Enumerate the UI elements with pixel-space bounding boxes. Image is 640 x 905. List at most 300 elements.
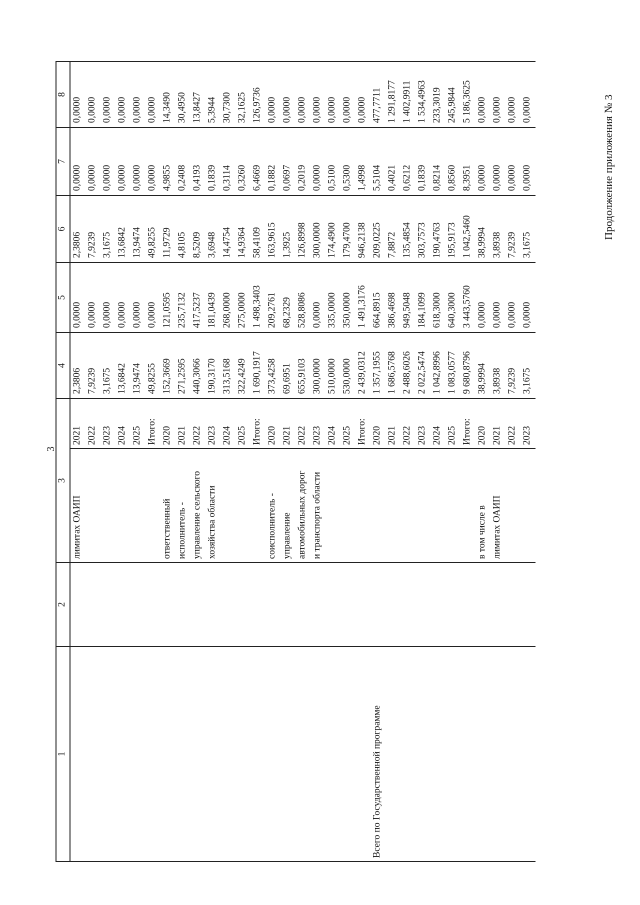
col-1-cell [221, 647, 236, 862]
col-5-value: 235,7132 [176, 263, 191, 333]
col-1-cell [206, 647, 221, 862]
col-1-cell [116, 647, 131, 862]
col-5-value: 350,0000 [341, 263, 356, 333]
col-1-cell [176, 647, 191, 862]
col-3-label: в том числе в [476, 449, 491, 563]
col-5-value: 0,0000 [101, 263, 116, 333]
year-cell: Итого: [251, 399, 266, 449]
col-7-value: 0,1839 [206, 128, 221, 196]
col-5-value: 121,0595 [161, 263, 176, 333]
col-2-cell [356, 563, 371, 647]
page-number: 3 [46, 446, 57, 452]
year-cell: Итого: [356, 399, 371, 449]
col-3-label [146, 449, 161, 563]
col-7-value: 0,8214 [431, 128, 446, 196]
table-row [476, 62, 491, 862]
col-1-cell [446, 647, 461, 862]
col-1-cell [281, 647, 296, 862]
col-5-value: 618,3000 [431, 263, 446, 333]
col-2-cell [296, 563, 311, 647]
col-1-cell [521, 647, 536, 862]
col-5-value: 664,8915 [371, 263, 386, 333]
col-4-value: 1 690,1917 [251, 333, 266, 399]
year-cell: 2024 [116, 399, 131, 449]
col-8-value: 0,0000 [341, 62, 356, 128]
table-row [506, 62, 521, 862]
col-8-value: 0,0000 [86, 62, 101, 128]
year-cell: 2023 [101, 399, 116, 449]
col-7-value: 0,4193 [191, 128, 206, 196]
col-6-value: 2,3806 [70, 196, 86, 263]
col-3-label [506, 449, 521, 563]
table-row [86, 62, 101, 862]
col-7-value: 0,0000 [521, 128, 536, 196]
col-8-value: 5 186,3625 [461, 62, 476, 128]
year-cell: 2022 [506, 399, 521, 449]
col-1-cell [191, 647, 206, 862]
table-row [116, 62, 131, 862]
year-cell: 2025 [236, 399, 251, 449]
table-row [431, 62, 446, 862]
year-cell: 2021 [386, 399, 401, 449]
col-7-value: 6,4669 [251, 128, 266, 196]
col-3-label [401, 449, 416, 563]
year-cell: 2021 [281, 399, 296, 449]
col-2-cell [521, 563, 536, 647]
col-4-value: 13,9474 [131, 333, 146, 399]
col-6-value: 300,0000 [311, 196, 326, 263]
col-3-label [131, 449, 146, 563]
col-6-value: 7,8872 [386, 196, 401, 263]
table-row [161, 62, 176, 862]
table-row [221, 62, 236, 862]
col-5-value: 0,0000 [521, 263, 536, 333]
col-8-value: 5,3944 [206, 62, 221, 128]
table-row [461, 62, 476, 862]
col-3-label: ответственный [161, 449, 176, 563]
col-2-cell [446, 563, 461, 647]
col-4-value: 38,9994 [476, 333, 491, 399]
col-1-cell [70, 647, 86, 862]
col-3-label [416, 449, 431, 563]
col-3-label: хозяйства области [206, 449, 221, 563]
col-7-value: 0,4021 [386, 128, 401, 196]
col-2-cell [416, 563, 431, 647]
col-5-value: 0,0000 [131, 263, 146, 333]
col-6-value: 13,9474 [131, 196, 146, 263]
col-4-value: 313,5168 [221, 333, 236, 399]
col-1-cell [86, 647, 101, 862]
col-4-value: 2,3806 [70, 333, 86, 399]
col-3-label [236, 449, 251, 563]
col-2-cell [191, 563, 206, 647]
col-8-value: 126,9736 [251, 62, 266, 128]
col-7-value: 0,0000 [311, 128, 326, 196]
col-2-cell [371, 563, 386, 647]
col-4-value: 1 083,0577 [446, 333, 461, 399]
col-5-value: 0,0000 [116, 263, 131, 333]
col-3-label: исполнитель - [176, 449, 191, 563]
year-cell: 2021 [176, 399, 191, 449]
col-1-cell [251, 647, 266, 862]
col-7-value: 0,0000 [131, 128, 146, 196]
col-2-cell [476, 563, 491, 647]
col-6-value: 3,1675 [521, 196, 536, 263]
col-2-cell [221, 563, 236, 647]
col-1-cell [401, 647, 416, 862]
col-2-cell [506, 563, 521, 647]
col-3-label [356, 449, 371, 563]
col-4-value: 1 042,8996 [431, 333, 446, 399]
col-4-value: 322,4249 [236, 333, 251, 399]
col-2-cell [206, 563, 221, 647]
col-3-label [371, 449, 386, 563]
col-7-value: 4,9855 [161, 128, 176, 196]
col-4-value: 271,2595 [176, 333, 191, 399]
col-8-value: 0,0000 [116, 62, 131, 128]
col-8-value: 14,3490 [161, 62, 176, 128]
col-4-value: 152,3669 [161, 333, 176, 399]
col-8-value: 233,3019 [431, 62, 446, 128]
header-col-2: 2 [56, 563, 70, 647]
year-cell: 2023 [311, 399, 326, 449]
col-2-cell [101, 563, 116, 647]
table-row [236, 62, 251, 862]
col-7-value: 0,1839 [416, 128, 431, 196]
col-6-value: 38,9994 [476, 196, 491, 263]
col-1-cell [296, 647, 311, 862]
col-7-value: 0,0000 [476, 128, 491, 196]
col-3-label: и транспорта области [311, 449, 326, 563]
col-8-value: 0,0000 [131, 62, 146, 128]
col-3-label [326, 449, 341, 563]
table-row [341, 62, 356, 862]
col-3-label: автомобильных дорог [296, 449, 311, 563]
col-5-value: 0,0000 [491, 263, 506, 333]
col-2-cell [146, 563, 161, 647]
year-cell: 2020 [266, 399, 281, 449]
col-3-label [251, 449, 266, 563]
col-5-value: 181,0439 [206, 263, 221, 333]
table-row [296, 62, 311, 862]
header-col-3: 3 [56, 399, 70, 563]
col-6-value: 14,9364 [236, 196, 251, 263]
col-4-value: 655,9103 [296, 333, 311, 399]
table-row [176, 62, 191, 862]
col-1-cell [506, 647, 521, 862]
col-8-value: 0,0000 [476, 62, 491, 128]
col-7-value: 0,0000 [116, 128, 131, 196]
col-5-value: 528,8086 [296, 263, 311, 333]
col-1-cell [491, 647, 506, 862]
col-8-value: 0,0000 [311, 62, 326, 128]
col-7-value: 0,0697 [281, 128, 296, 196]
appendix-caption: Продолжение приложения № 3 [603, 94, 615, 240]
col-4-value: 3,1675 [101, 333, 116, 399]
col-3-label [221, 449, 236, 563]
table-row [356, 62, 371, 862]
col-3-label: управление сельского [191, 449, 206, 563]
col-7-value: 0,0000 [491, 128, 506, 196]
col-1-cell [101, 647, 116, 862]
col-1-cell [236, 647, 251, 862]
col-1-cell [266, 647, 281, 862]
col-5-value: 0,0000 [70, 263, 86, 333]
header-col-4: 4 [56, 333, 70, 399]
year-cell: 2022 [191, 399, 206, 449]
col-6-value: 190,4763 [431, 196, 446, 263]
col-5-value: 268,0000 [221, 263, 236, 333]
table-row [491, 62, 506, 862]
col-7-value: 0,6212 [401, 128, 416, 196]
col-8-value: 0,0000 [281, 62, 296, 128]
col-4-value: 3,1675 [521, 333, 536, 399]
table-row [101, 62, 116, 862]
year-cell: 2022 [86, 399, 101, 449]
col-6-value: 8,5209 [191, 196, 206, 263]
year-cell: 2021 [70, 399, 86, 449]
col-3-label [431, 449, 446, 563]
col-8-value: 1 291,8177 [386, 62, 401, 128]
col-6-value: 58,4109 [251, 196, 266, 263]
header-row [56, 62, 70, 862]
col-2-cell [236, 563, 251, 647]
col-2-cell [161, 563, 176, 647]
col-7-value: 8,3951 [461, 128, 476, 196]
col-3-label [446, 449, 461, 563]
col-5-value: 1 498,3403 [251, 263, 266, 333]
col-5-value: 0,0000 [86, 263, 101, 333]
col-4-value: 1 686,5768 [386, 333, 401, 399]
table-row [206, 62, 221, 862]
col-6-value: 179,4700 [341, 196, 356, 263]
table-row [70, 62, 86, 862]
col-2-cell [311, 563, 326, 647]
table-row [401, 62, 416, 862]
col-5-value: 184,1099 [416, 263, 431, 333]
col-8-value: 0,0000 [356, 62, 371, 128]
col-3-label: соисполнитель - [266, 449, 281, 563]
col-6-value: 3,1675 [101, 196, 116, 263]
col-6-value: 1,3925 [281, 196, 296, 263]
col-6-value: 4,8105 [176, 196, 191, 263]
col-8-value: 1 402,9911 [401, 62, 416, 128]
col-4-value: 2 439,0312 [356, 333, 371, 399]
year-cell: 2021 [491, 399, 506, 449]
col-8-value: 13,8427 [191, 62, 206, 128]
col-4-value: 9 680,8796 [461, 333, 476, 399]
year-cell: 2023 [206, 399, 221, 449]
table-row [281, 62, 296, 862]
table-row [521, 62, 536, 862]
table-row [326, 62, 341, 862]
col-5-value: 0,0000 [146, 263, 161, 333]
col-7-value: 0,0000 [506, 128, 521, 196]
col-2-cell [326, 563, 341, 647]
header-col-1: 1 [56, 647, 70, 862]
year-cell: 2020 [476, 399, 491, 449]
col-8-value: 0,0000 [146, 62, 161, 128]
col-1-cell: Всего по Государственной программе [371, 647, 386, 862]
col-3-label [341, 449, 356, 563]
col-6-value: 14,4754 [221, 196, 236, 263]
col-3-label [116, 449, 131, 563]
year-cell: Итого: [461, 399, 476, 449]
budget-table [56, 61, 536, 862]
header-col-5: 5 [56, 263, 70, 333]
col-1-cell [416, 647, 431, 862]
col-6-value: 946,2138 [356, 196, 371, 263]
col-1-cell [341, 647, 356, 862]
col-2-cell [70, 563, 86, 647]
col-4-value: 530,0000 [341, 333, 356, 399]
col-8-value: 0,0000 [506, 62, 521, 128]
year-cell: 2024 [326, 399, 341, 449]
col-3-label: управление [281, 449, 296, 563]
col-1-cell [311, 647, 326, 862]
col-3-label [461, 449, 476, 563]
year-cell: 2023 [416, 399, 431, 449]
col-8-value: 477,7711 [371, 62, 386, 128]
col-1-cell [146, 647, 161, 862]
col-5-value: 0,0000 [311, 263, 326, 333]
col-2-cell [176, 563, 191, 647]
col-8-value: 0,0000 [70, 62, 86, 128]
col-3-label [86, 449, 101, 563]
col-6-value: 13,6842 [116, 196, 131, 263]
col-4-value: 69,6951 [281, 333, 296, 399]
col-6-value: 135,4854 [401, 196, 416, 263]
col-3-label [521, 449, 536, 563]
col-3-label [386, 449, 401, 563]
col-4-value: 440,3066 [191, 333, 206, 399]
col-6-value: 163,9615 [266, 196, 281, 263]
col-4-value: 190,3170 [206, 333, 221, 399]
col-6-value: 3,6948 [206, 196, 221, 263]
col-1-cell [131, 647, 146, 862]
col-2-cell [386, 563, 401, 647]
table-row [386, 62, 401, 862]
col-2-cell [131, 563, 146, 647]
col-6-value: 126,8998 [296, 196, 311, 263]
table-body [70, 62, 536, 862]
col-1-cell [461, 647, 476, 862]
col-7-value: 0,5100 [326, 128, 341, 196]
col-2-cell [116, 563, 131, 647]
col-5-value: 209,2761 [266, 263, 281, 333]
col-6-value: 11,9729 [161, 196, 176, 263]
col-3-label: лимитах ОАИП [491, 449, 506, 563]
header-col-7: 7 [56, 128, 70, 196]
year-cell: 2025 [131, 399, 146, 449]
col-7-value: 5,5104 [371, 128, 386, 196]
col-2-cell [341, 563, 356, 647]
col-5-value: 275,0000 [236, 263, 251, 333]
year-cell: 2020 [371, 399, 386, 449]
col-6-value: 3,8938 [491, 196, 506, 263]
col-6-value: 1 042,5460 [461, 196, 476, 263]
col-8-value: 30,7300 [221, 62, 236, 128]
col-8-value: 1 534,4963 [416, 62, 431, 128]
table-row [416, 62, 431, 862]
table-row [311, 62, 326, 862]
col-8-value: 0,0000 [326, 62, 341, 128]
col-7-value: 0,3114 [221, 128, 236, 196]
col-6-value: 49,8255 [146, 196, 161, 263]
col-5-value: 0,0000 [506, 263, 521, 333]
col-7-value: 0,0000 [70, 128, 86, 196]
col-2-cell [431, 563, 446, 647]
col-4-value: 13,6842 [116, 333, 131, 399]
col-7-value: 0,1882 [266, 128, 281, 196]
col-5-value: 335,0000 [326, 263, 341, 333]
col-4-value: 7,9239 [506, 333, 521, 399]
col-4-value: 300,0000 [311, 333, 326, 399]
col-4-value: 3,8938 [491, 333, 506, 399]
col-6-value: 7,9239 [86, 196, 101, 263]
year-cell: 2022 [296, 399, 311, 449]
table-row [371, 62, 386, 862]
col-1-cell [431, 647, 446, 862]
col-7-value: 0,0000 [86, 128, 101, 196]
col-2-cell [86, 563, 101, 647]
col-7-value: 0,3260 [236, 128, 251, 196]
col-4-value: 7,9239 [86, 333, 101, 399]
table-row [446, 62, 461, 862]
year-cell: 2025 [341, 399, 356, 449]
col-8-value: 0,0000 [491, 62, 506, 128]
col-4-value: 2 022,5474 [416, 333, 431, 399]
col-3-label: лимитах ОАИП [70, 449, 86, 563]
col-6-value: 303,7573 [416, 196, 431, 263]
col-6-value: 195,9173 [446, 196, 461, 263]
col-2-cell [281, 563, 296, 647]
table-row [146, 62, 161, 862]
col-2-cell [266, 563, 281, 647]
col-5-value: 68,2329 [281, 263, 296, 333]
col-8-value: 0,0000 [521, 62, 536, 128]
table-row [191, 62, 206, 862]
col-7-value: 0,5300 [341, 128, 356, 196]
col-4-value: 373,4258 [266, 333, 281, 399]
col-2-cell [251, 563, 266, 647]
col-5-value: 0,0000 [476, 263, 491, 333]
col-1-cell [386, 647, 401, 862]
year-cell: 2024 [431, 399, 446, 449]
col-8-value: 32,1625 [236, 62, 251, 128]
table-row [266, 62, 281, 862]
header-col-8: 8 [56, 62, 70, 128]
col-5-value: 640,3000 [446, 263, 461, 333]
col-4-value: 49,8255 [146, 333, 161, 399]
col-3-label [101, 449, 116, 563]
col-6-value: 209,0225 [371, 196, 386, 263]
col-7-value: 0,2408 [176, 128, 191, 196]
col-6-value: 174,4900 [326, 196, 341, 263]
col-4-value: 510,0000 [326, 333, 341, 399]
year-cell: 2020 [161, 399, 176, 449]
col-8-value: 30,4950 [176, 62, 191, 128]
col-6-value: 7,9239 [506, 196, 521, 263]
budget-table-rotated [56, 62, 597, 862]
col-5-value: 3 443,5760 [461, 263, 476, 333]
col-7-value: 0,8560 [446, 128, 461, 196]
col-7-value: 0,0000 [101, 128, 116, 196]
year-cell: Итого: [146, 399, 161, 449]
year-cell: 2023 [521, 399, 536, 449]
col-8-value: 0,0000 [266, 62, 281, 128]
col-1-cell [476, 647, 491, 862]
